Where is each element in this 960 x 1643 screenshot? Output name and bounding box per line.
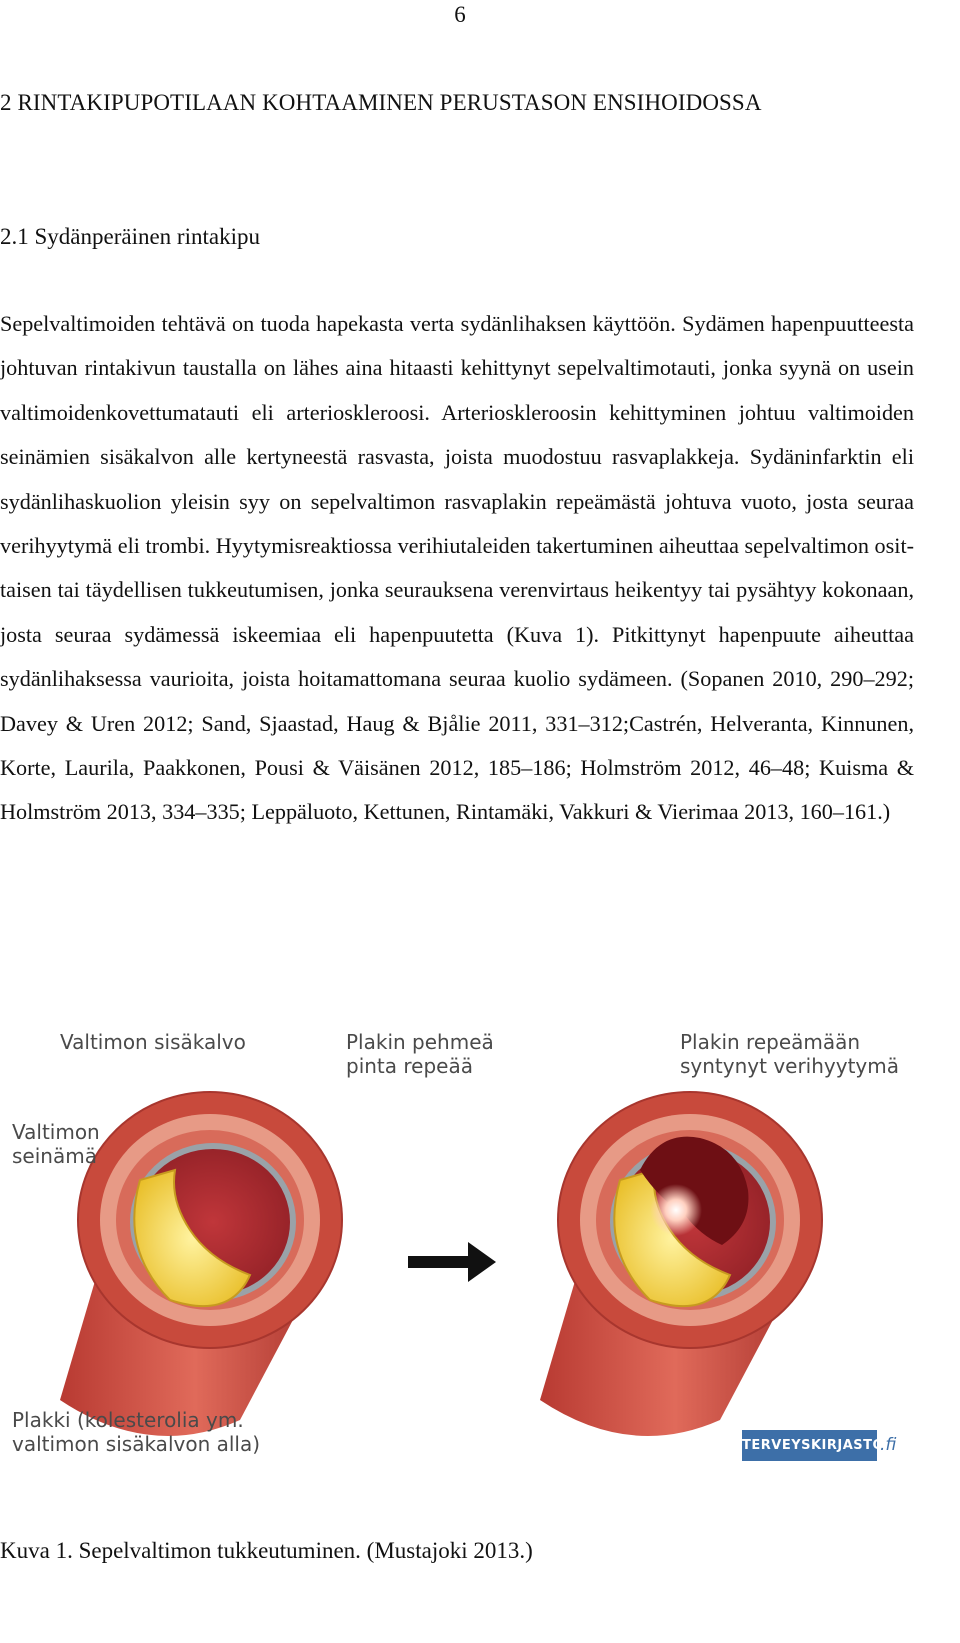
left-artery	[60, 1092, 342, 1436]
label-inner-lining: Valtimon sisäkalvo	[60, 1030, 246, 1054]
terveyskirjasto-logo: TERVEYSKIRJASTO	[742, 1430, 877, 1461]
artery-figure	[0, 1020, 920, 1480]
right-artery	[540, 1092, 822, 1436]
label-plaque: Plakki (kolesterolia ym. valtimon sisäkalvon alla)	[12, 1408, 261, 1456]
label-clot: Plakin repeämään syntynyt verihyytymä	[680, 1030, 900, 1078]
page-number: 6	[454, 2, 466, 27]
terveyskirjasto-logo-tld: .fi	[880, 1435, 897, 1455]
label-wall: Valtimon seinämä	[12, 1120, 100, 1168]
transition-arrow	[408, 1242, 496, 1282]
body-paragraph: Sepelvaltimoiden tehtävä on tuoda hapekasta verta sydänlihaksen käyttöön. Sydämen hapenpuutteesta johtuvan rintakivun taustalla on lähes aina hitaasti kehittynyt sepelvaltimotauti, jonka syynä on usein valtimoidenkovettumatauti eli arterioskleroosi. Arterioskleroosin kehittyminen johtuu valtimoiden seinämien sisäkalvon alle kertyneestä rasvasta, joista muodostuu rasvaplakkeja. Sydäninfarktin eli sydänlihaskuolion yleisin syy on sepelvaltimon rasvaplakin repeämästä johtuva vuoto, josta seuraa verihyytymä eli trombi. Hyytymisreaktiossa verihiutaleiden takertuminen aiheuttaa sepelvaltimon osittaisen tai täydellisen tukkeutumisen, jonka seurauksena verenvirtaus heikentyy tai pysähtyy kokonaan, josta seuraa sydämessä iskeemiaa eli hapenpuutetta (Kuva 1). Pitkittynyt hapenpuute aiheuttaa sydänlihaksessa vaurioita, joista hoitamattomana seuraa kuolio sydämeen. (Sopanen 2010, 290–292; Davey & Uren 2012; Sand, Sjaastad, Haug & Bjålie 2011, 331–312;Castrén, Helveranta, Kinnunen, Korte, Laurila, Paakkonen, Pousi & Väisänen 2012, 185–186; Holmström 2012, 46–48; Kuisma & Holmström 2013, 334–335; Leppäluoto, Kettunen, Rintamäki, Vakkuri & Vierimaa 2013, 160–161.)	[0, 311, 914, 825]
figure-caption: Kuva 1. Sepelvaltimon tukkeutuminen. (Mustajoki 2013.)	[0, 1538, 533, 1563]
section-heading: 2.1 Sydänperäinen rintakipu	[0, 224, 260, 249]
label-soft-surface: Plakin pehmeä pinta repeää	[346, 1030, 494, 1078]
rupture-glow	[650, 1184, 702, 1236]
chapter-heading: 2 RINTAKIPUPOTILAAN KOHTAAMINEN PERUSTASON ENSIHOIDOSSA	[0, 90, 762, 115]
